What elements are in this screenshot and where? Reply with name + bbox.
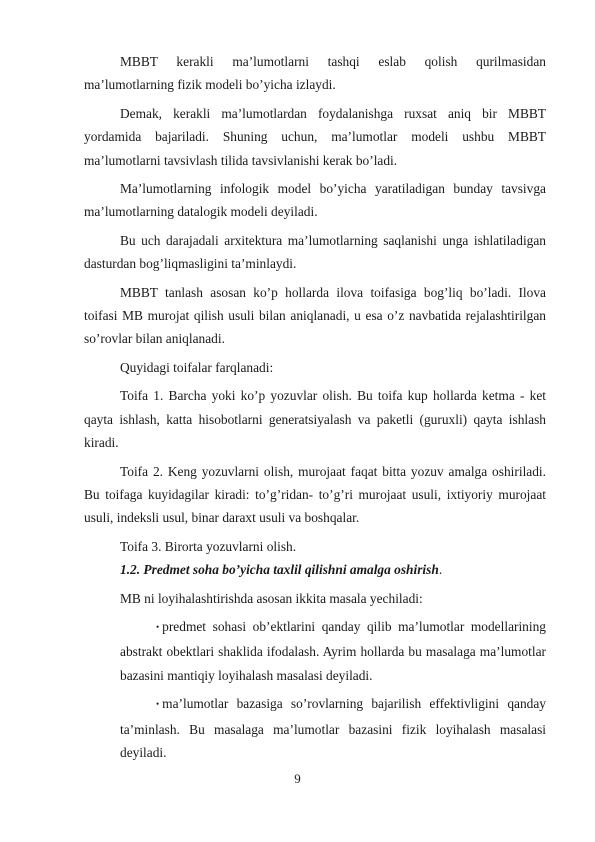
paragraph-type-3: Toifa 3. Birorta yozuvlarni olish.: [120, 538, 297, 554]
list-item-text: ma’lumotlar bazasiga so’rovlarning bajarilish effektivligini qanday ta’minlash. Bu masalaga ma’lumotlar bazasini fizik loyihalash masalasi deyiladi.: [120, 696, 546, 760]
paragraph-mbbt-search: MBBT kerakli ma’lumotlarni tashqi eslab qolish qurilmasidan ma’lumotlarning fizik modeli bo’yicha izlaydi.: [84, 54, 546, 93]
section-heading: [84, 558, 546, 581]
paragraph-mbbt-choice: MBBT tanlash asosan ko’p hollarda ilova toifasiga bog’liq bo’ladi. Ilova toifasi MB murojat qilish usuli bilan aniqlanadi, u esa o’z navbatida rejalashtirilgan so’rovlar bilan aniqlanadi.: [84, 284, 546, 347]
page-number: 9: [294, 771, 301, 786]
paragraph-types-intro: Quyidagi toifalar farqlanadi:: [120, 359, 274, 375]
bullet-icon: •: [156, 699, 160, 710]
paragraph-architecture: Bu uch darajadali arxitektura ma’lumotlarning saqlanishi unga ishlatiladigan dasturdan bog’liqmasligini ta’minlaydi.: [84, 232, 546, 272]
list-item-text: predmet sohasi ob’ektlarini qanday qilib ma’lumotlar modellarining abstrakt obektlari shaklida ifodalash. Ayrim hollarda bu masalaga ma’lumotlar bazasini mantiqiy loyihalash masalasi deyiladi.: [120, 618, 546, 683]
paragraph-datalogical-model: Ma’lumotlarning infologik model bo’yicha yaratiladigan bunday tavsivga ma’lumotlarning datalogik modeli deyiladi.: [84, 181, 546, 220]
paragraph-tasks-intro: MB ni loyihalashtirishda asosan ikkita masala yechiladi:: [120, 590, 423, 606]
paragraph-type-2: Toifa 2. Keng yozuvlarni olish, murojaat faqat bitta yozuv amalga oshiriladi. Bu toifaga kuyidagilar kiradi: to’g’ridan- to’g’ri murojaat usuli, ixtiyoriy murojaat usuli, indeksli usul, binar daraxt usuli va boshqalar.: [84, 463, 546, 526]
list-item-physical-design: [84, 692, 546, 764]
section-heading-text: 1.2. Predmet soha bo’yicha taxlil qilishni amalga oshirish: [120, 562, 439, 578]
list-item-logical-design: [84, 615, 546, 687]
body-text: [84, 50, 546, 769]
section-heading-period: .: [438, 562, 443, 578]
paragraph-access: Demak, kerakli ma’lumotlardan foydalanishga ruxsat aniq bir MBBT yordamida bajariladi. Shuning uchun, ma’lumotlar modeli ushbu MBBT ma’lumotlarni tavsivlash tilida tavsivlanishi kerak bo’ladi.: [84, 105, 546, 168]
paragraph-type-1: Toifa 1. Barcha yoki ko’p yozuvlar olish. Bu toifa kup hollarda ketma - ket qayta ishlash, katta hisobotlarni generatsiyalash va paketli (guruxli) qayta ishlash kiradi.: [84, 388, 546, 451]
bullet-icon: •: [156, 621, 160, 632]
